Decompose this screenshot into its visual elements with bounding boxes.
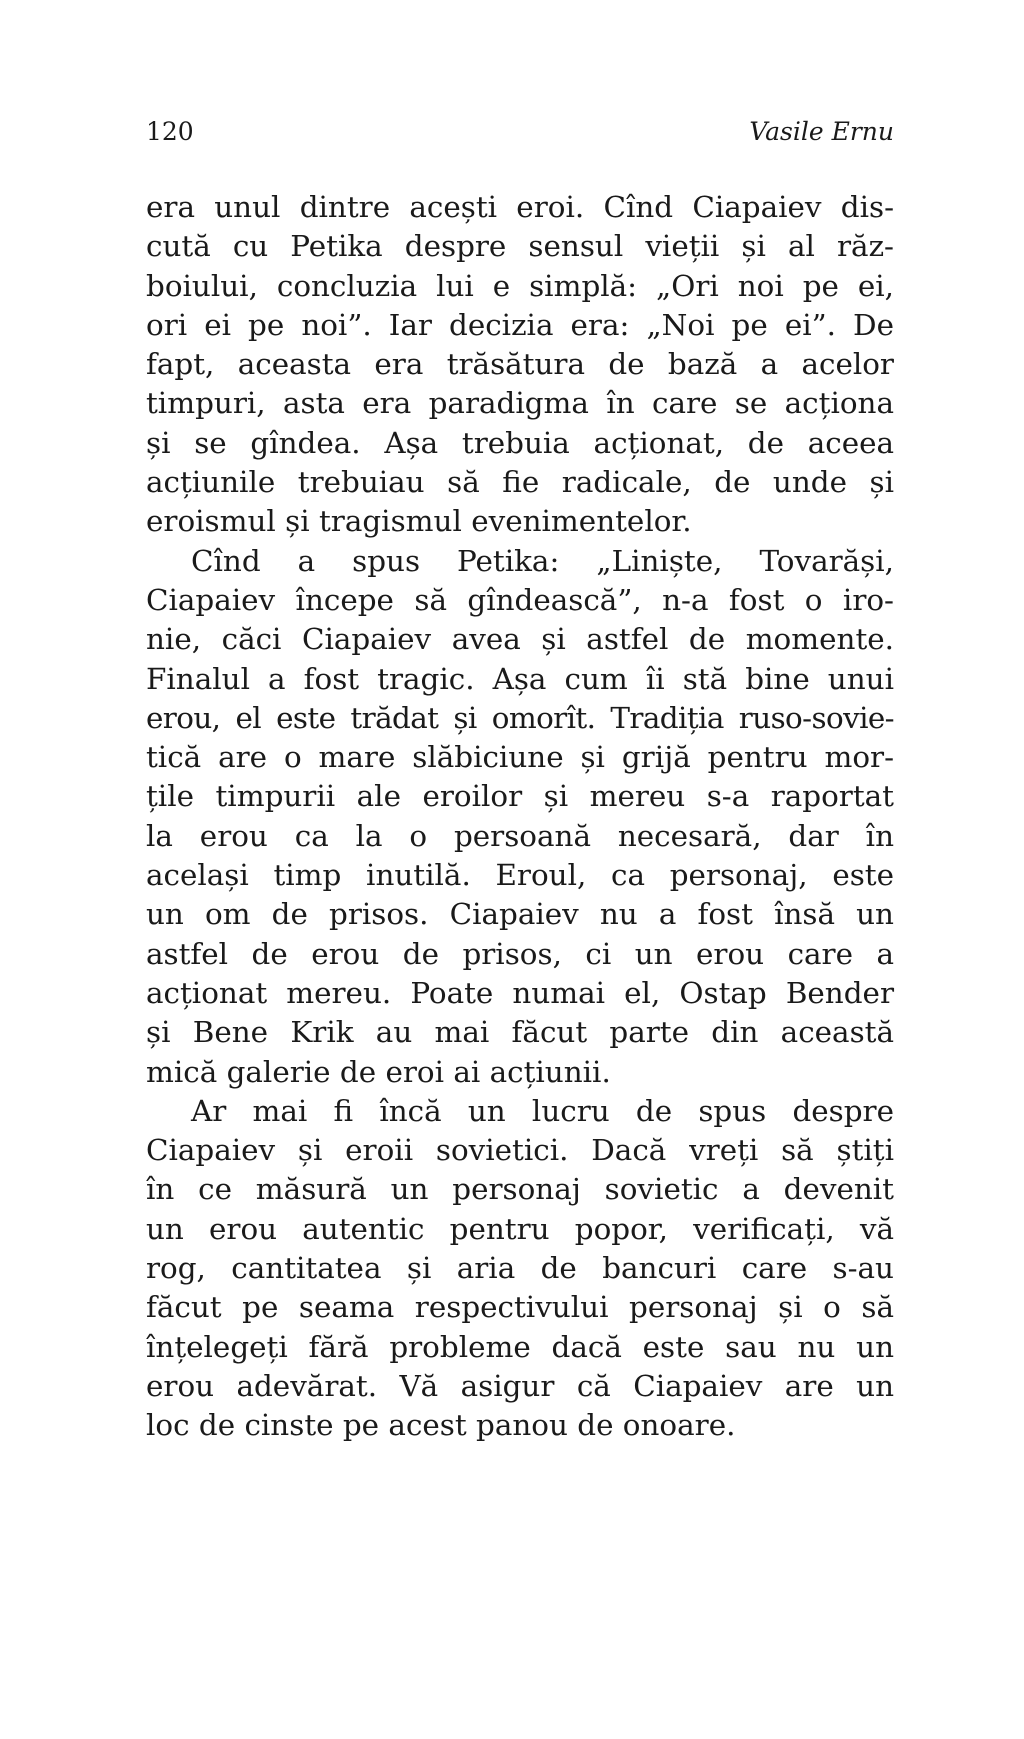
text-line: același timp inutilă. Eroul, ca personaj, este xyxy=(146,858,894,893)
text-line: fapt, aceasta era trăsătura de bază a acelor xyxy=(146,347,894,382)
text-line: Ar mai fi încă un lucru de spus despre xyxy=(191,1093,894,1128)
text-line: nie, căci Ciapaiev avea și astfel de momente. xyxy=(146,622,894,657)
text-line: Finalul a fost tragic. Așa cum îi stă bine unui xyxy=(146,661,894,696)
text-line: făcut pe seama respectivului personaj și o să xyxy=(146,1290,894,1325)
text-line: în ce măsură un personaj sovietic a devenit xyxy=(146,1172,894,1207)
text-line: loc de cinste pe acest panou de onoare. xyxy=(146,1408,736,1443)
text-line: acțiunile trebuiau să fie radicale, de unde și xyxy=(146,465,894,500)
text-line: timpuri, asta era paradigma în care se acționa xyxy=(146,386,894,421)
running-head-author: Vasile Ernu xyxy=(749,117,894,146)
text-line: țile timpurii ale eroilor și mereu s-a raportat xyxy=(146,779,894,814)
text-line: la erou ca la o persoană necesară, dar în xyxy=(146,818,894,853)
text-line: mică galerie de eroi ai acțiunii. xyxy=(146,1054,611,1089)
paragraph-1 xyxy=(146,188,894,542)
text-line: Cînd a spus Petika: „Liniște, Tovarăși, xyxy=(191,543,894,578)
text-line: erou adevărat. Vă asigur că Ciapaiev are un xyxy=(146,1368,894,1403)
text-line: înțelegeți fără probleme dacă este sau nu un xyxy=(146,1329,894,1364)
text-line: tică are o mare slăbiciune și grijă pentru mor- xyxy=(146,740,894,775)
text-line: cută cu Petika despre sensul vieții și al răz- xyxy=(146,229,894,264)
page-number: 120 xyxy=(146,117,194,146)
text-line: și se gîndea. Așa trebuia acționat, de aceea xyxy=(146,425,894,460)
text-line: rog, cantitatea și aria de bancuri care s-au xyxy=(146,1251,894,1286)
text-line: un erou autentic pentru popor, verificați, vă xyxy=(146,1211,894,1246)
text-line: ori ei pe noi”. Iar decizia era: „Noi pe ei”. De xyxy=(146,307,894,342)
text-line: boiului, concluzia lui e simplă: „Ori noi pe ei, xyxy=(146,268,894,303)
body-text xyxy=(146,188,894,1446)
text-line: Ciapaiev și eroii sovietici. Dacă vreți să știți xyxy=(146,1133,894,1168)
text-line: și Bene Krik au mai făcut parte din această xyxy=(146,1015,894,1050)
text-line: acționat mereu. Poate numai el, Ostap Bender xyxy=(146,975,894,1010)
text-line: astfel de erou de prisos, ci un erou care a xyxy=(146,936,894,971)
page-header xyxy=(146,112,894,152)
paragraph-2 xyxy=(146,542,894,1092)
text-line: era unul dintre acești eroi. Cînd Ciapaiev dis- xyxy=(146,190,894,224)
text-line: un om de prisos. Ciapaiev nu a fost însă un xyxy=(146,897,894,932)
paragraph-3 xyxy=(146,1092,894,1446)
text-line: eroismul și tragismul evenimentelor. xyxy=(146,504,692,539)
text-line: erou, el este trădat și omorît. Tradiția ruso-sovie- xyxy=(146,700,894,735)
text-line: Ciapaiev începe să gîndească”, n-a fost o iro- xyxy=(146,582,894,617)
